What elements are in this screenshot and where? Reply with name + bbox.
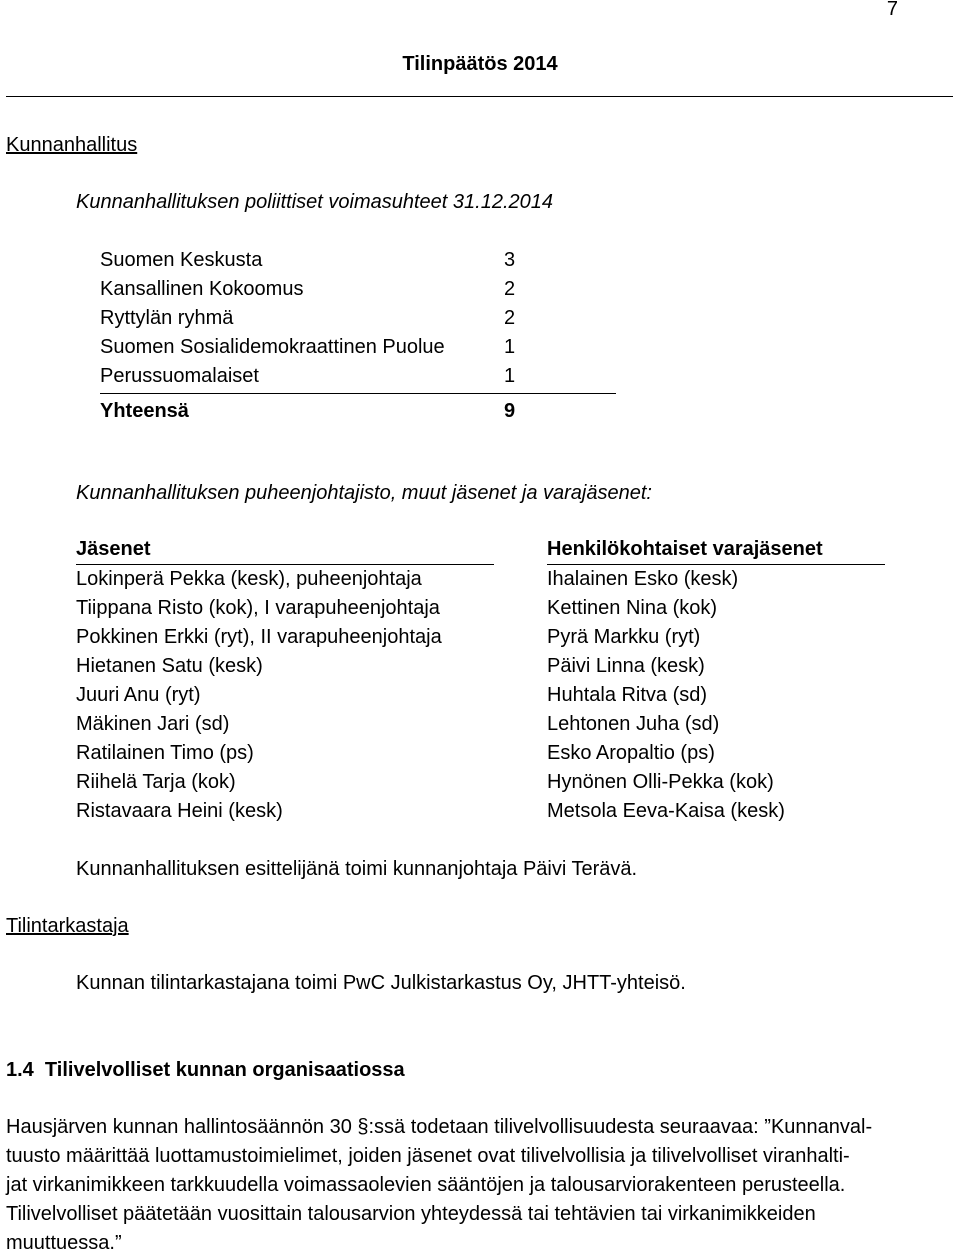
members-header: Jäsenet <box>76 537 494 565</box>
list-item: Tiippana Risto (kok), I varapuheenjohtaja <box>76 597 440 619</box>
party-seats: 1 <box>504 336 516 358</box>
list-item: Juuri Anu (ryt) <box>76 684 201 706</box>
paragraph-line: Tilivelvolliset päätetään vuosittain talousarvion yhteydessä tai tehtävien tai virkanimikkeiden <box>6 1203 816 1225</box>
deputies-column <box>547 537 885 826</box>
paragraph-line: tuusto määrittää luottamustoimielimet, joiden jäsenet ovat tilivelvollisia ja tilivelvolliset viranhalti- <box>6 1145 850 1167</box>
table-row <box>100 248 616 277</box>
party-seats-table <box>100 248 616 426</box>
table-row <box>100 306 616 335</box>
list-item: Mäkinen Jari (sd) <box>76 713 230 735</box>
list-item: Kettinen Nina (kok) <box>547 597 718 619</box>
total-seats: 9 <box>504 400 516 422</box>
list-item: Hietanen Satu (kesk) <box>76 655 263 677</box>
table-row <box>100 277 616 306</box>
paragraph-line: muuttuessa.” <box>6 1232 122 1254</box>
list-item: Ristavaara Heini (kesk) <box>76 800 283 822</box>
party-name: Ryttylän ryhmä <box>100 307 234 329</box>
auditor-note: Kunnan tilintarkastajana toimi PwC Julkistarkastus Oy, JHTT-yhteisö. <box>76 972 686 994</box>
party-seats: 1 <box>504 365 516 387</box>
table-row <box>100 364 616 393</box>
presenter-note: Kunnanhallituksen esittelijänä toimi kunnanjohtaja Päivi Terävä. <box>76 858 638 880</box>
party-seats: 3 <box>504 249 516 271</box>
list-item: Esko Aropaltio (ps) <box>547 742 715 764</box>
party-name: Suomen Sosialidemokraattinen Puolue <box>100 336 445 358</box>
board-powers-title: Kunnanhallituksen poliittiset voimasuhteet 31.12.2014 <box>76 191 553 213</box>
list-item: Pyrä Markku (ryt) <box>547 626 701 648</box>
document-title: Tilinpäätös 2014 <box>402 53 558 75</box>
party-name: Perussuomalaiset <box>100 365 259 387</box>
table-row <box>100 335 616 364</box>
list-item: Ihalainen Esko (kesk) <box>547 568 739 590</box>
total-label: Yhteensä <box>100 400 189 422</box>
section-heading-1-4: 1.4 Tilivelvolliset kunnan organisaatiossa <box>6 1059 405 1081</box>
list-item: Huhtala Ritva (sd) <box>547 684 708 706</box>
table-total-row <box>100 393 616 426</box>
page-number: 7 <box>886 0 898 20</box>
list-item: Ratilainen Timo (ps) <box>76 742 254 764</box>
members-column <box>76 537 494 826</box>
list-item: Metsola Eeva-Kaisa (kesk) <box>547 800 785 822</box>
party-name: Suomen Keskusta <box>100 249 263 271</box>
list-item: Riihelä Tarja (kok) <box>76 771 236 793</box>
party-seats: 2 <box>504 307 516 329</box>
section-heading-board: Kunnanhallitus <box>6 134 138 156</box>
section-heading-auditor: Tilintarkastaja <box>6 915 129 937</box>
list-item: Pokkinen Erkki (ryt), II varapuheenjohtaja <box>76 626 442 648</box>
party-name: Kansallinen Kokoomus <box>100 278 304 300</box>
paragraph-line: Hausjärven kunnan hallintosäännön 30 §:ssä todetaan tilivelvollisuudesta seuraavaa: ”Kunnanval- <box>6 1116 873 1138</box>
paragraph-line: jat virkanimikkeen tarkkuudella voimassaolevien sääntöjen ja talousarviorakenteen perusteella. <box>6 1174 846 1196</box>
header-divider <box>6 96 953 97</box>
party-seats: 2 <box>504 278 516 300</box>
deputies-header: Henkilökohtaiset varajäsenet <box>547 537 885 565</box>
list-item: Hynönen Olli-Pekka (kok) <box>547 771 774 793</box>
body-paragraph <box>6 1113 951 1258</box>
list-item: Päivi Linna (kesk) <box>547 655 705 677</box>
list-item: Lehtonen Juha (sd) <box>547 713 720 735</box>
list-item: Lokinperä Pekka (kesk), puheenjohtaja <box>76 568 422 590</box>
members-title: Kunnanhallituksen puheenjohtajisto, muut jäsenet ja varajäsenet: <box>76 482 652 504</box>
